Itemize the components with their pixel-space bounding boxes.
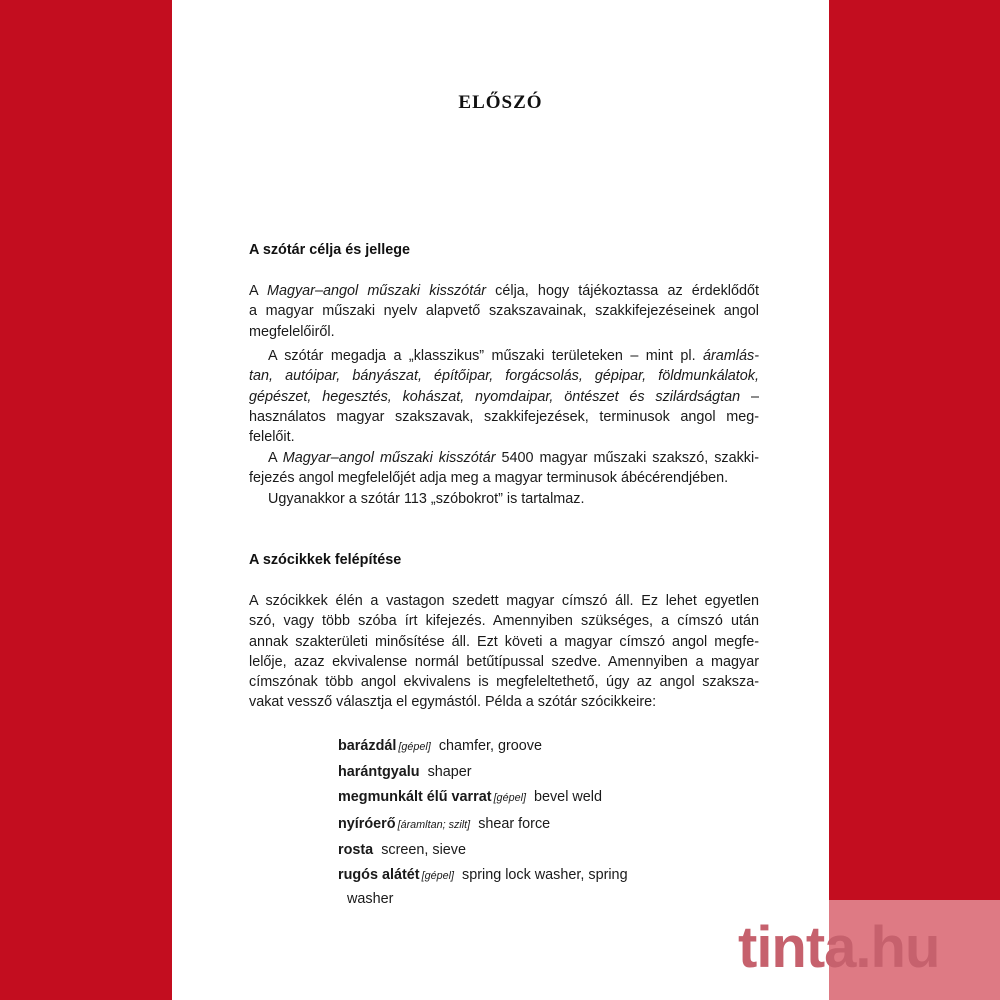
page-title: ELŐSZÓ: [458, 92, 543, 113]
entry-item: rugós alátét [gépel] spring lock washer, spring washer: [338, 867, 628, 908]
entry-item: rosta screen, sieve: [338, 841, 466, 858]
section-heading-structure: A szócikkek felépítése: [249, 552, 402, 568]
section-heading-purpose: A szótár célja és jellege: [249, 242, 411, 258]
paragraph-count: A Magyar–angol műszaki kisszótár 5400 magyar műszaki szakszó, szakki- fejezés angol megfelelőjét adja meg a magyar terminusok ábécérendjében.: [249, 450, 759, 487]
entry-item: barázdál [gépel] chamfer, groove: [338, 738, 542, 754]
entry-item: nyíróerő [áramltan; szilt] shear force: [338, 815, 551, 832]
page-sheet: [172, 0, 829, 1000]
entry-item: megmunkált élű varrat [gépel] bevel weld: [338, 789, 602, 806]
paragraph-clusters: Ugyanakkor a szótár 113 „szóbokrot” is tartalmaz.: [268, 491, 585, 507]
example-entries: [338, 734, 678, 910]
paragraph-intro: A Magyar–angol műszaki kisszótár célja, hogy tájékoztassa az érdeklődőt a magyar műszaki nyelv alapvető szakszavainak, szakkifejezéseinek angol megfelelőiről.: [249, 283, 759, 340]
watermark-logo: tinta.hu: [738, 915, 940, 980]
paragraph-fields: A szótár megadja a „klasszikus” műszaki területeken – mint pl. áramlás- tan, autóipar, bányászat, építőipar, forgácsolás, gépipar, földmunkálatok, gépészet, hegesztés, kohászat, nyomdaipar, öntészet és szilárdságtan – használatos magyar szakszavak, szakkifejezések, terminusok angol meg- felelőit.: [249, 348, 759, 446]
entry-item: harántgyalu shaper: [338, 764, 472, 781]
dictionary-title: Magyar–angol műszaki kisszótár: [266, 283, 487, 299]
paragraph-structure: A szócikkek élén a vastagon szedett magyar címszó áll. Ez lehet egyetlen szó, vagy több szóba írt kifejezés. Amennyiben szükséges, a címszó után annak szakterületi minősítése áll. Ezt követi a magyar címszó angol megfe- lelője, azaz ekvivalense normál betűtípussal szedve. Amennyiben a magyar címszónak több angol ekvivalens is megfeleltethető, úgy az angol szaksza- vakat vessző választja el egymástól. Példa a szótár szócikkeire:: [249, 593, 759, 711]
